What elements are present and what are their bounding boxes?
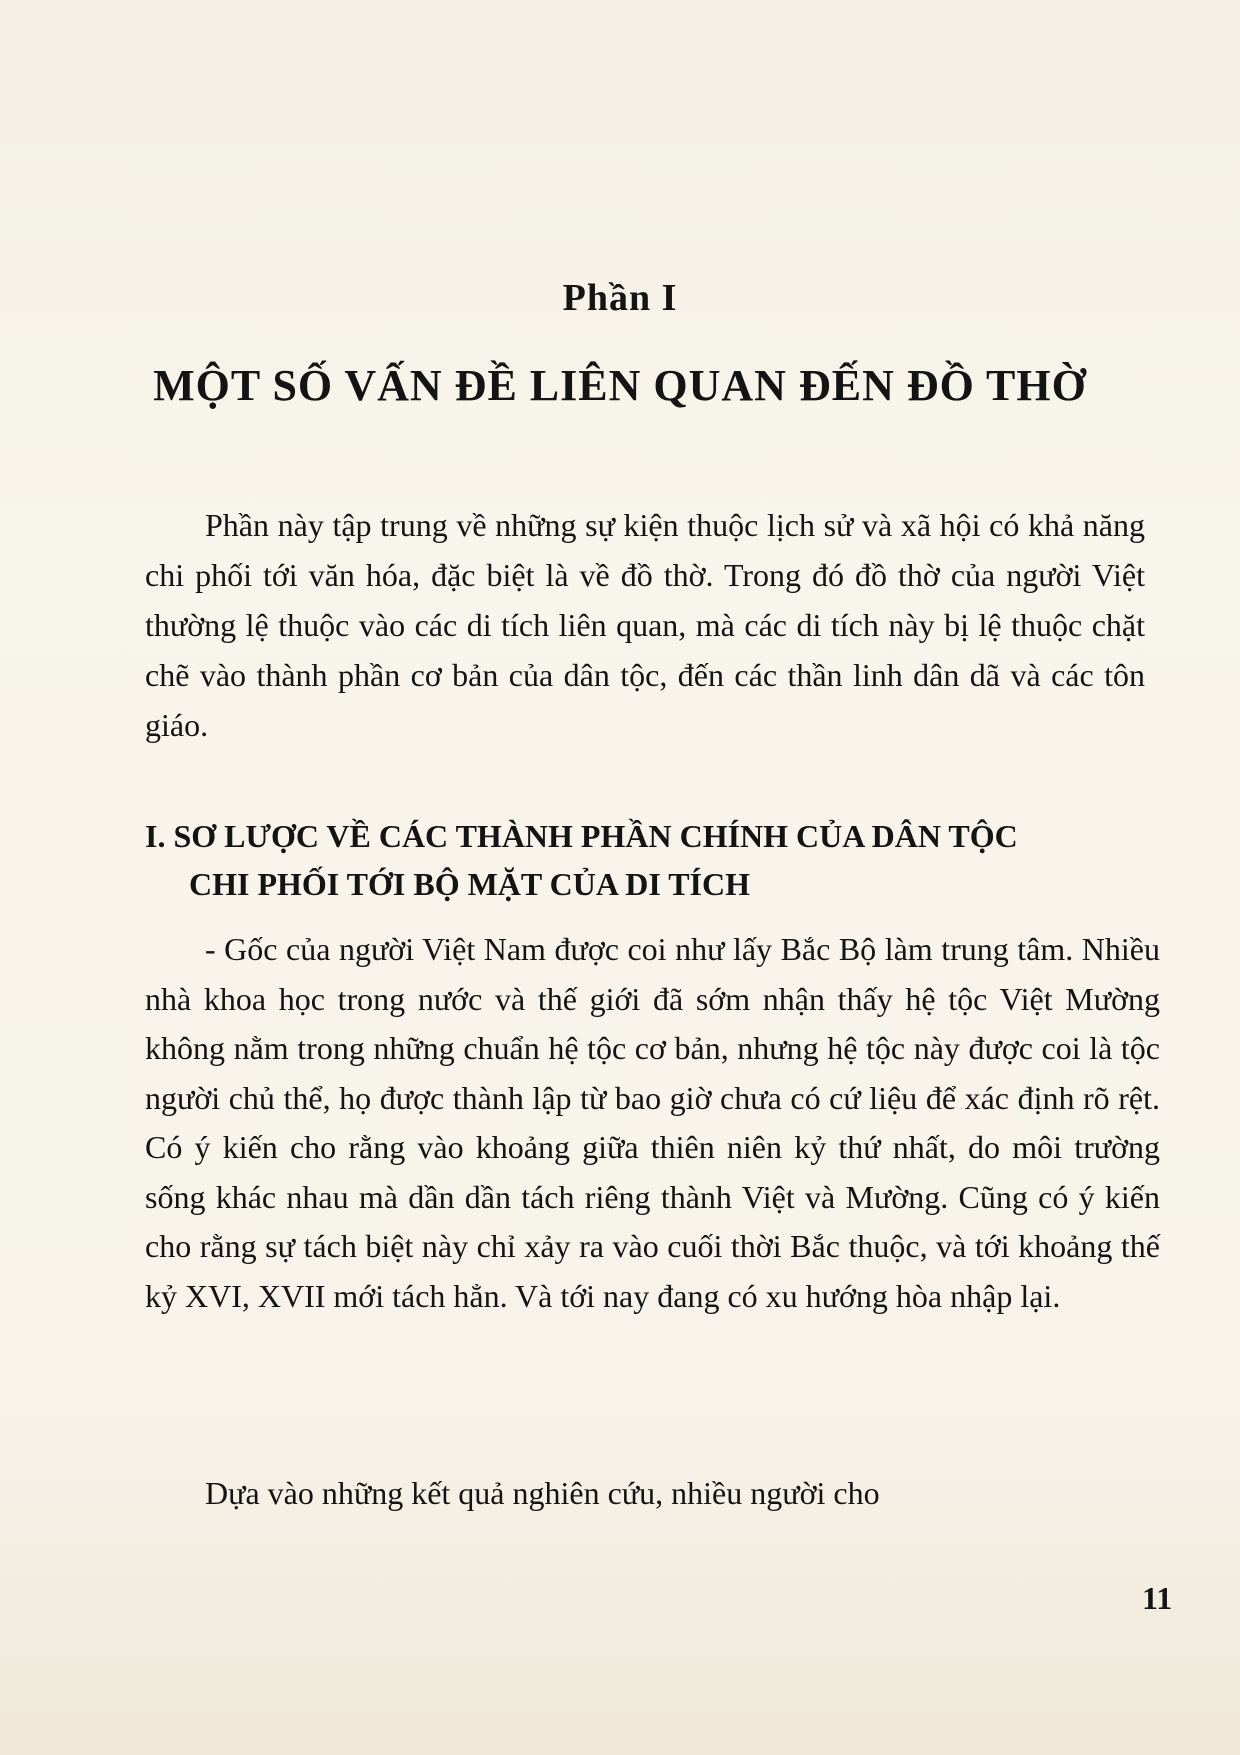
body-paragraph-2: Dựa vào những kết quả nghiên cứu, nhiều người cho: [205, 1475, 880, 1511]
intro-paragraph: Phần này tập trung về những sự kiện thuộc lịch sử và xã hội có khả năng chi phối tới văn hóa, đặc biệt là về đồ thờ. Trong đó đồ thờ của người Việt thường lệ thuộc vào các di tích liên quan, mà các di tích này bị lệ thuộc chặt chẽ vào thành phần cơ bản của dân tộc, đến các thần linh dân dã và các tôn giáo.: [145, 507, 1145, 743]
page-number: 11: [1142, 1580, 1173, 1616]
part-title: MỘT SỐ VẤN ĐỀ LIÊN QUAN ĐẾN ĐỒ THỜ: [153, 361, 1087, 410]
part-label: Phần I: [562, 277, 678, 319]
section-heading: [145, 812, 1155, 908]
body-paragraph-1: - Gốc của người Việt Nam được coi như lấy Bắc Bộ làm trung tâm. Nhiều nhà khoa học trong nước và thế giới đã sớm nhận thấy hệ tộc Việt Mường không nằm trong những chuẩn hệ tộc cơ bản, nhưng hệ tộc này được coi là tộc người chủ thể, họ được thành lập từ bao giờ chưa có cứ liệu để xác định rõ rệt. Có ý kiến cho rằng vào khoảng giữa thiên niên kỷ thứ nhất, do môi trường sống khác nhau mà dần dần tách riêng thành Việt và Mường. Cũng có ý kiến cho rằng sự tách biệt này chỉ xảy ra vào cuối thời Bắc thuộc, và tới khoảng thế kỷ XVI, XVII mới tách hẳn. Và tới nay đang có xu hướng hòa nhập lại.: [145, 931, 1160, 1314]
section-heading-line1: I. SƠ LƯỢC VỀ CÁC THÀNH PHẦN CHÍNH CỦA DÂN TỘC: [145, 818, 1018, 854]
section-heading-line2: CHI PHỐI TỚI BỘ MẶT CỦA DI TÍCH: [189, 866, 750, 902]
